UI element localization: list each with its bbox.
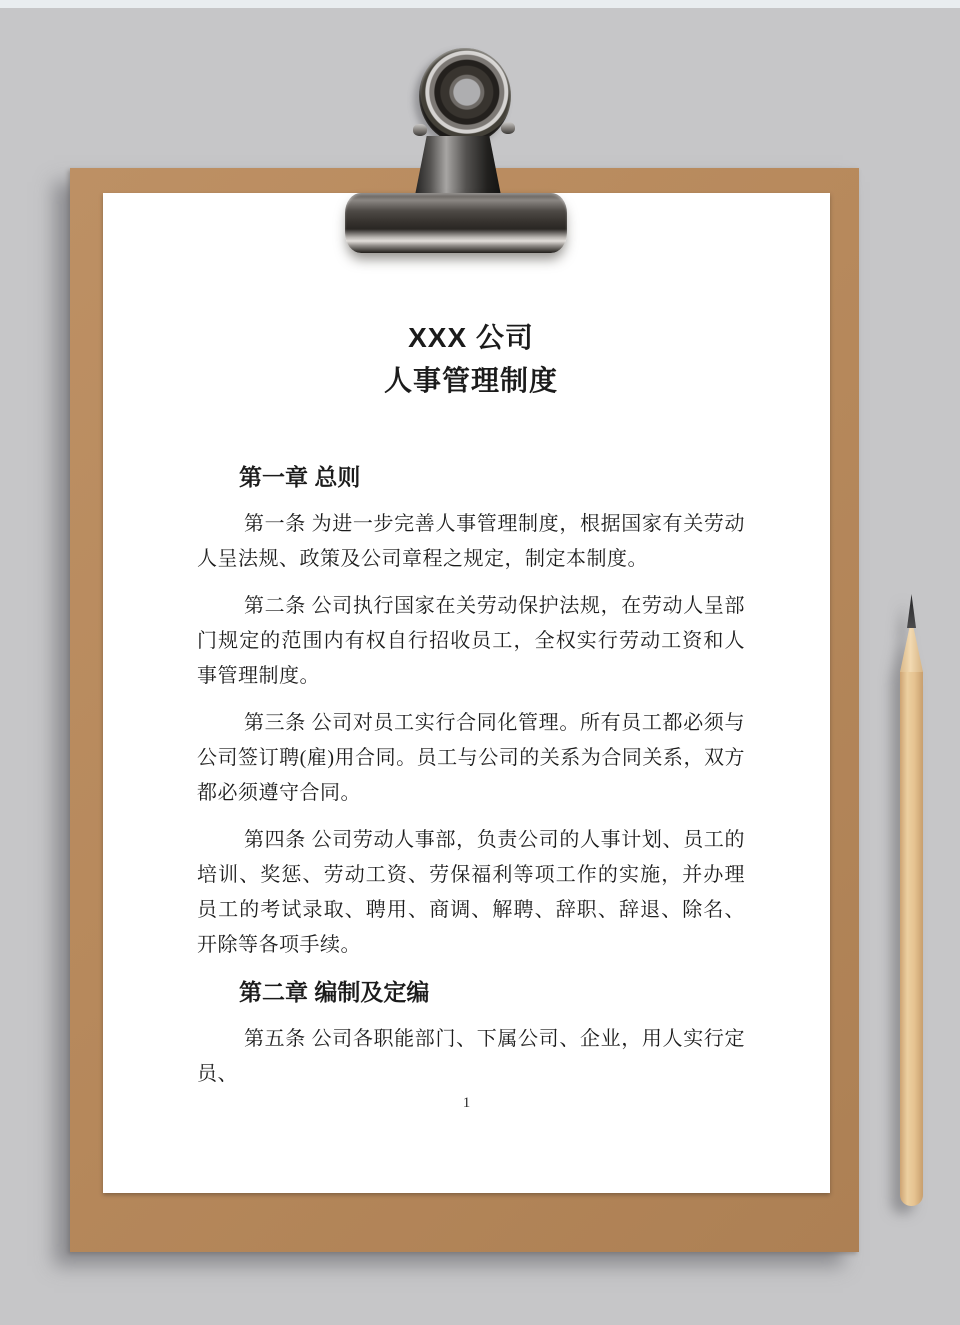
binder-clip bbox=[345, 48, 567, 256]
clip-screw-left-icon bbox=[413, 124, 427, 136]
document-content bbox=[103, 193, 830, 1193]
wall-top-strip bbox=[0, 0, 960, 8]
document-title-line1: XXX 公司 bbox=[408, 322, 534, 353]
document-title-line2: 人事管理制度 bbox=[383, 365, 558, 396]
binder-clip-neck bbox=[409, 136, 507, 196]
clipboard-board bbox=[70, 168, 859, 1252]
document-paragraph-5: 第五条 公司各职能部门、下属公司、企业，用人实行定员、 bbox=[197, 1028, 745, 1085]
document-paragraph-3: 第三条 公司对员工实行合同化管理。所有员工都必须与公司签订聘(雇)用合同。员工与公司的关系为合同关系，双方都必须遵守合同。 bbox=[197, 712, 745, 804]
clip-screw-right-icon bbox=[501, 122, 515, 134]
binder-clip-bar bbox=[345, 193, 567, 253]
pencil-tip-icon bbox=[907, 594, 916, 628]
binder-clip-ring-icon bbox=[419, 48, 511, 144]
document-paragraph-1: 第一条 为进一步完善人事管理制度，根据国家有关劳动人呈法规、政策及公司章程之规定，制定本制度。 bbox=[197, 513, 745, 570]
document-paragraph-4: 第四条 公司劳动人事部，负责公司的人事计划、员工的培训、奖惩、劳动工资、劳保福利等项工作的实施，并办理员工的考试录取、聘用、商调、解聘、辞职、辞退、除名、开除等各项手续。 bbox=[197, 829, 745, 956]
chapter-heading-1: 第一章 总则 bbox=[239, 464, 361, 490]
pencil bbox=[900, 594, 923, 1206]
document-page bbox=[103, 193, 830, 1193]
pencil-body bbox=[900, 670, 923, 1206]
page-number: 1 bbox=[462, 1095, 471, 1111]
chapter-heading-2: 第二章 编制及定编 bbox=[239, 979, 430, 1005]
document-paragraph-2: 第二条 公司执行国家在关劳动保护法规，在劳动人呈部门规定的范围内有权自行招收员工，全权实行劳动工资和人事管理制度。 bbox=[197, 595, 745, 687]
